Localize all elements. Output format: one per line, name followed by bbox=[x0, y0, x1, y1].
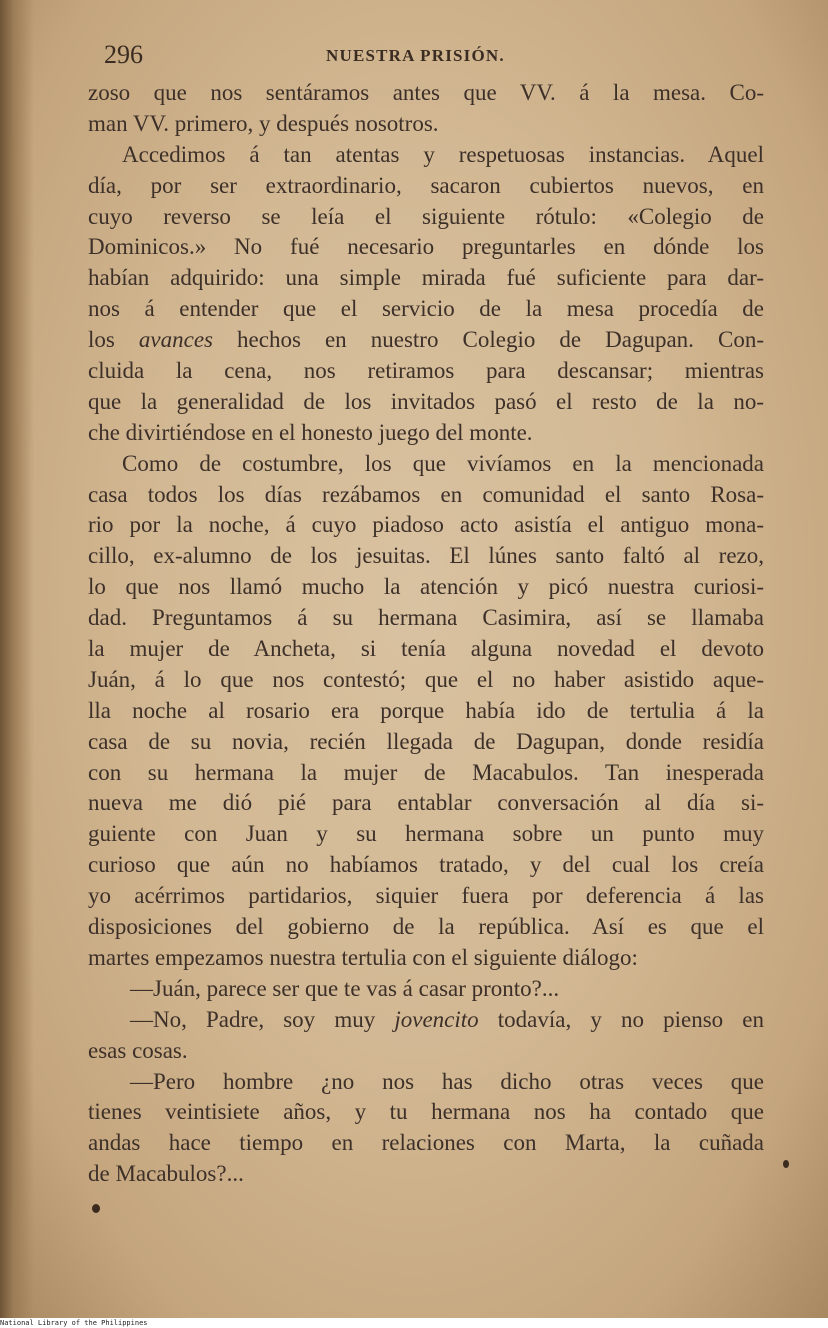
text-line: —Juán, parece ser que te vas á casar pronto?... bbox=[130, 975, 560, 1001]
text-line: martes empezamos nuestra tertulia con el siguiente diálogo: bbox=[88, 944, 638, 970]
page-gutter-shadow bbox=[0, 0, 34, 1318]
running-head bbox=[0, 40, 828, 74]
text-line: que la generalidad de los invitados pasó el resto de la no- bbox=[88, 388, 764, 414]
text-line: cluida la cena, nos retiramos para descansar; mientras bbox=[88, 358, 764, 384]
library-credit: National Library of the Philippines bbox=[0, 1319, 148, 1327]
text-line: lo que nos llamó mucho la atención y picó nuestra curiosi- bbox=[88, 574, 764, 600]
text-line: lla noche al rosario era porque había ido de tertulia á la bbox=[88, 697, 764, 723]
running-title: NUESTRA PRISIÓN. bbox=[326, 46, 505, 65]
text-line: disposiciones del gobierno de la república. Así es que el bbox=[88, 914, 764, 940]
text-line: casa todos los días rezábamos en comunidad el santo Rosa- bbox=[88, 481, 764, 507]
text-line: zoso que nos sentáramos antes que VV. á la mesa. Co- bbox=[88, 80, 764, 105]
text-line: habían adquirido: una simple mirada fué suficiente para dar- bbox=[88, 265, 764, 291]
body-text bbox=[88, 78, 764, 1190]
text-line: cuyo reverso se leía el siguiente rótulo: «Colegio de bbox=[88, 203, 764, 229]
text-line: yo acérrimos partidarios, siquier fuera por deferencia á las bbox=[88, 883, 764, 909]
text-line: nos á entender que el servicio de la mesa procedía de bbox=[88, 296, 764, 322]
text-line: curioso que aún no habíamos tratado, y del cual los creía bbox=[88, 852, 764, 878]
text-line: cillo, ex-alumno de los jesuitas. El lúnes santo faltó al rezo, bbox=[88, 543, 764, 569]
text-line: día, por ser extraordinario, sacaron cubiertos nuevos, en bbox=[88, 172, 764, 198]
text-line: Como de costumbre, los que vivíamos en la mencionada bbox=[122, 450, 764, 476]
text-line: la mujer de Ancheta, si tenía alguna novedad el devoto bbox=[88, 636, 764, 662]
text-line: los avances hechos en nuestro Colegio de Dagupan. Con- bbox=[88, 327, 764, 353]
text-line: andas hace tiempo en relaciones con Marta, la cuñada bbox=[88, 1130, 764, 1156]
text-line: Juán, á lo que nos contestó; que el no haber asistido aque- bbox=[88, 666, 764, 692]
text-line: casa de su novia, recién llegada de Dagupan, donde residía bbox=[88, 728, 764, 754]
text-line: rio por la noche, á cuyo piadoso acto asistía el antiguo mona- bbox=[88, 512, 764, 538]
text-line: Accedimos á tan atentas y respetuosas instancias. Aquel bbox=[122, 141, 764, 167]
italic-word: avances bbox=[138, 327, 213, 353]
page-number: 296 bbox=[104, 40, 143, 69]
text-line: che divirtiéndose en el honesto juego del monte. bbox=[88, 419, 533, 445]
text-line: —No, Padre, soy muy jovencito todavía, y no pienso en bbox=[130, 1006, 764, 1032]
text-line: Dominicos.» No fué necesario preguntarles en dónde los bbox=[88, 234, 764, 260]
text-line: nueva me dió pié para entablar conversación al día si- bbox=[88, 790, 764, 816]
text-line: dad. Preguntamos á su hermana Casimira, así se llamaba bbox=[88, 605, 764, 631]
text-line: con su hermana la mujer de Macabulos. Tan inesperada bbox=[88, 759, 764, 785]
text-line: de Macabulos?... bbox=[88, 1161, 244, 1187]
text-line: tienes veintisiete años, y tu hermana nos ha contado que bbox=[88, 1099, 764, 1125]
text-line: esas cosas. bbox=[88, 1037, 188, 1063]
ink-spot bbox=[783, 1160, 789, 1168]
ink-spot bbox=[92, 1204, 100, 1213]
italic-word: jovencito bbox=[394, 1006, 479, 1032]
text-line: guiente con Juan y su hermana sobre un punto muy bbox=[88, 821, 764, 847]
footer bbox=[0, 1318, 828, 1328]
text-line: —Pero hombre ¿no nos has dicho otras veces que bbox=[130, 1068, 764, 1094]
text-line: man VV. primero, y después nosotros. bbox=[88, 110, 439, 136]
